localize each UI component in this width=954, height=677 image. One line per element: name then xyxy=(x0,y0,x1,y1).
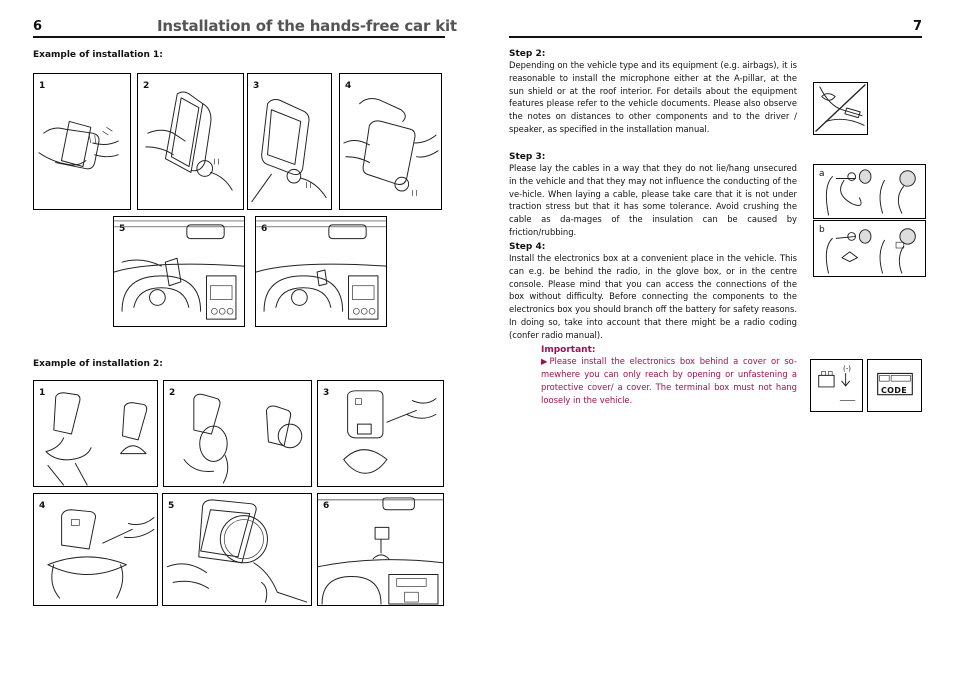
step-4-section xyxy=(509,242,797,342)
right-header-rule xyxy=(509,36,922,38)
screwing-holder-illustration xyxy=(318,381,443,486)
step-2-section xyxy=(509,49,797,136)
cable-routing-figure-b xyxy=(813,220,926,277)
holder-mounting-illustration xyxy=(138,74,243,209)
example2-figure-2 xyxy=(163,380,312,487)
hand-holding-pad-illustration xyxy=(34,74,130,209)
figure-number: 5 xyxy=(168,501,175,511)
dashboard-installed-illustration xyxy=(256,217,386,326)
figure-number: 4 xyxy=(39,501,46,511)
cable-routing-figure-a xyxy=(813,164,926,219)
step-2-text: Depending on the vehicle type and its equipment (e.g. airbags), it is reasonable to install the microphone either at the A-pillar, at the sun shield or at the roof interior. For details about the equipment features please refer to the vehicle documents. Please also observe the notes on distances to other components and to the driver / speaker, as specified in the installation manual. xyxy=(509,60,797,134)
figure-number: 1 xyxy=(39,388,46,398)
figure-number: 3 xyxy=(323,388,330,398)
important-text: ▶Please install the electronics box behind a cover or so-mewhere you can only reach by opening or unfastening a protective cover/ a cover. The terminal box must not hang loosely in the vehicle. xyxy=(541,356,797,405)
step-3-heading: Step 3: xyxy=(509,152,546,162)
hands-attaching-holder-illustration xyxy=(340,74,441,209)
step-4-heading: Step 4: xyxy=(509,242,546,252)
code-label: CODE xyxy=(881,386,907,395)
example1-figure-6 xyxy=(255,216,387,327)
figure-number: 2 xyxy=(169,388,176,398)
cable-routing-a-illustration xyxy=(814,165,925,218)
example1-figure-3 xyxy=(247,73,332,210)
battery-minus-label: (-) xyxy=(843,365,851,373)
attaching-disc-illustration xyxy=(163,494,311,605)
example2-figure-4 xyxy=(33,493,158,606)
example2-figure-3 xyxy=(317,380,444,487)
left-header-rule xyxy=(33,36,445,38)
figure-number: 4 xyxy=(345,81,352,91)
figure-number: 1 xyxy=(39,81,46,91)
step-3-section xyxy=(509,152,797,239)
battery-icon xyxy=(811,360,862,411)
example1-figure-2 xyxy=(137,73,244,210)
step-2-heading: Step 2: xyxy=(509,49,546,59)
windshield-mounted-illustration xyxy=(318,494,443,605)
figure-number: 5 xyxy=(119,224,126,234)
step-4-text: Install the electronics box at a convenient place in the vehicle. This can e.g. be behind the radio, in the glove box, or in the centre console. Please mind that you can access the connections of the box without difficulty. Before connecting the components to the electronics box you should branch off the battery for safety reasons. In doing so, take into account that there might be a radio coding (confer radio manual). xyxy=(509,253,797,340)
suction-holder-illustration xyxy=(34,381,157,486)
example1-figure-4 xyxy=(339,73,442,210)
example1-figure-1 xyxy=(33,73,131,210)
example1-figure-5 xyxy=(113,216,245,327)
figure-number: 6 xyxy=(323,501,330,511)
example1-label: Example of installation 1: xyxy=(33,50,163,60)
dashboard-holder-illustration xyxy=(114,217,244,326)
cable-label-b: b xyxy=(819,225,825,235)
holder-front-view-illustration xyxy=(248,74,331,209)
step-3-text: Please lay the cables in a way that they do not lie/hang unsecured in the vehicle and that they may not influence the conducting of the ve-hicle. When laying a cable, please take care that it is not under traction stress but that it has some tolerance. Avoid crushing the cable as da-mages of the insulation can be caused by friction/rubbing. xyxy=(509,163,797,237)
no-airbag-mounting-figure xyxy=(813,82,868,135)
suction-disc-illustration xyxy=(164,381,311,486)
example2-figure-5 xyxy=(162,493,312,606)
left-page-number: 6 xyxy=(33,19,43,34)
screwdriver-illustration xyxy=(34,494,157,605)
example2-figure-6 xyxy=(317,493,444,606)
example2-figure-1 xyxy=(33,380,158,487)
example2-label: Example of installation 2: xyxy=(33,359,163,369)
figure-number: 6 xyxy=(261,224,268,234)
figure-number: 2 xyxy=(143,81,150,91)
figure-number: 3 xyxy=(253,81,260,91)
radio-code-figure xyxy=(867,359,922,412)
important-heading: Important: xyxy=(541,345,596,355)
cable-label-a: a xyxy=(819,169,825,179)
right-page-number: 7 xyxy=(913,19,923,34)
battery-disconnect-figure xyxy=(810,359,863,412)
important-note xyxy=(541,345,797,407)
crossed-out-microphone-illustration xyxy=(814,83,867,134)
page-title: Installation of the hands-free car kit xyxy=(157,17,457,35)
cable-routing-b-illustration xyxy=(814,221,925,276)
